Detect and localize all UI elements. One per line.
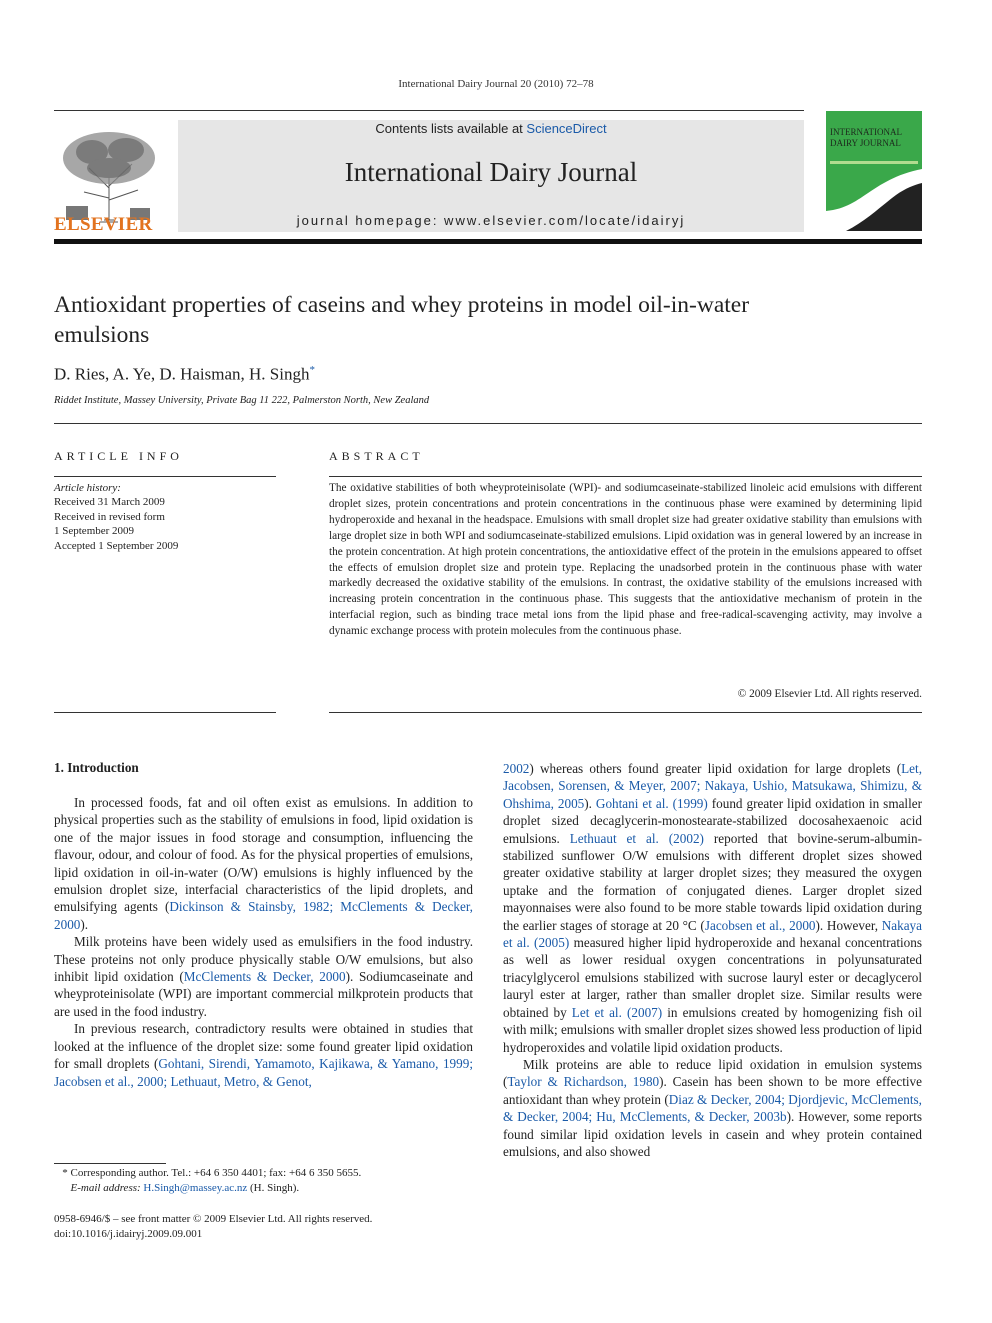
p2-end: ). Sodiumcaseinate and wheyproteinisolate (WPI) are important commercial milkprotein products that are used in the food industry. bbox=[54, 969, 473, 1019]
c2-text-b: ). bbox=[584, 795, 596, 811]
section-heading-introduction: 1. Introduction bbox=[54, 760, 139, 775]
doi-line[interactable]: doi:10.1016/j.idairyj.2009.09.001 bbox=[54, 1228, 203, 1240]
intro-paragraph-3 bbox=[54, 1020, 473, 1090]
publisher-wordmark: ELSEVIER bbox=[54, 214, 153, 235]
author-list bbox=[54, 364, 315, 385]
citation-link[interactable]: Gohtani et al. (1999) bbox=[595, 795, 708, 811]
c2-text-c: found greater lipid oxidation in smaller droplet sized decaglycerin-monostearate-stabilized docosahexaenoic acid emulsions. bbox=[503, 795, 922, 846]
contents-line bbox=[178, 121, 804, 136]
email-suffix: (H. Singh). bbox=[247, 1182, 300, 1194]
history-received: Received 31 March 2009 bbox=[54, 496, 165, 509]
cover-wave-icon bbox=[826, 111, 922, 231]
citation-link[interactable]: Nakaya et al. (2005) bbox=[503, 917, 922, 951]
p4-text-c: ). However, some reports found similar lipid oxidation levels in casein and whey protein contained emulsions, and also showed bbox=[503, 1109, 922, 1159]
history-label: Article history: bbox=[54, 482, 121, 494]
footnote-email-line bbox=[54, 1181, 473, 1196]
c2-text-a: ) whereas others found greater lipid oxidation for large droplets ( bbox=[529, 761, 902, 776]
intro-paragraph-3-continued bbox=[503, 760, 922, 1056]
footnote-rule bbox=[54, 1163, 166, 1164]
footnote-corresponding-text: Corresponding author. Tel.: +64 6 350 4401; fax: +64 6 350 5655. bbox=[67, 1167, 362, 1179]
citation-link[interactable]: McClements & Decker, 2000 bbox=[183, 969, 346, 985]
issn-line: 0958-6946/$ – see front matter © 2009 Elsevier Ltd. All rights reserved. bbox=[54, 1213, 373, 1225]
email-link[interactable]: H.Singh@massey.ac.nz bbox=[143, 1182, 248, 1194]
abstract-heading: ABSTRACT bbox=[329, 449, 424, 463]
p1-end: ). bbox=[80, 916, 89, 932]
p2-text: Milk proteins have been widely used as emulsifiers in the food industry. These proteins not only produce physically stable O/W emulsions, but also inhibit lipid oxidation ( bbox=[54, 934, 473, 985]
p4-text-b: ). Casein has been shown to be more effective antioxidant than whey protein ( bbox=[503, 1074, 922, 1107]
abstract-copyright: © 2009 Elsevier Ltd. All rights reserved. bbox=[737, 688, 922, 700]
c2-text-f: measured higher lipid hydroperoxide and hexanal concentrations as well as lower residual oxygen concentrations in polyunsaturated triacylglycerol emulsions stabilized with sucrose lauryl ester or decaglycerol lauryl ester at larger, rather than smaller droplet size. Similar results were obtained by bbox=[503, 935, 922, 1020]
article-history bbox=[54, 481, 276, 553]
citation-link[interactable]: Let et al. (2007) bbox=[571, 1004, 663, 1020]
sciencedirect-link[interactable]: ScienceDirect bbox=[526, 121, 607, 136]
front-matter-info bbox=[54, 1212, 473, 1242]
history-revised-1: Received in revised form bbox=[54, 510, 165, 523]
article-info-bottom-rule bbox=[54, 712, 276, 713]
authors-text: D. Ries, A. Ye, D. Haisman, H. Singh bbox=[54, 364, 310, 384]
article-info-heading: ARTICLE INFO bbox=[54, 449, 183, 463]
c2-text-d: reported that bovine-serum-albumin-stabilized sunflower O/W emulsions with different droplet sizes showed greater oxidative stability at larger droplet sizes; they measured the oxygen uptake and the formation of conjugated dienes. Larger droplet sized mayonnaises were also found to be more stable towards lipid oxidation during the earlier stages of storage at 20 °C ( bbox=[503, 830, 922, 933]
corresponding-author-mark[interactable]: * bbox=[309, 364, 315, 376]
intro-paragraph-4 bbox=[503, 1056, 922, 1160]
citation-link[interactable]: Taylor & Richardson, 1980 bbox=[507, 1074, 660, 1090]
abstract-text: The oxidative stabilities of both wheyproteinisolate (WPI)- and sodiumcaseinate-stabilized linoleic acid emulsions with different droplet sizes, protein concentrations and protein concentrations in the continuous phase were examined by determining lipid hydroperoxide and hexanal in the headspace. Emulsions with small droplet size had greater oxidative stability than emulsions with large droplet size in both WPI and sodiumcaseinate-stabilized emulsions. Lipid oxidation was in general lowered by an increase in the protein concentration. At high protein concentrations, the antioxidative effect of the protein in the emulsions appeared to offset the effects of emulsion droplet size and protein type. Replacing the unadsorbed protein in the continuous phase with water markedly decreased the oxidative stability of the emulsions. In contrast, the oxidative stability of the emulsions increased with increasing protein concentration in the continuous phase. This suggests that the antioxidative mechanism of protein in the interfacial region, such as binding trace metal ions from the lipid phase and free-radical-scavenging activity, may involve a dynamic exchange process with protein molecules from the continuous phase. bbox=[329, 482, 922, 638]
title-divider bbox=[54, 423, 922, 424]
running-head: International Dairy Journal 20 (2010) 72–78 bbox=[398, 78, 594, 90]
intro-paragraph-1 bbox=[54, 794, 473, 933]
citation-link[interactable]: 2002 bbox=[503, 761, 530, 776]
p3-text: In previous research, contradictory results were obtained in studies that looked at the influence of the droplet size: some found greater lipid oxidation for small droplets ( bbox=[54, 1021, 473, 1072]
journal-title: International Dairy Journal bbox=[344, 157, 638, 187]
header-top-rule bbox=[54, 110, 804, 111]
journal-cover bbox=[826, 111, 922, 231]
abstract-bottom-rule bbox=[329, 712, 922, 713]
article-title: Antioxidant properties of caseins and whey proteins in model oil-in-water emulsions bbox=[54, 292, 750, 348]
journal-homepage[interactable]: journal homepage: www.elsevier.com/locate/idairyj bbox=[296, 213, 686, 228]
footnote bbox=[54, 1166, 473, 1196]
body-column-left bbox=[54, 794, 473, 1090]
citation-link[interactable]: Let, Jacobsen, Sorensen, & Meyer, 2007; Nakaya, Ushio, Matsukawa, Shimizu, & Ohshima, 2005 bbox=[503, 761, 922, 811]
intro-paragraph-2 bbox=[54, 933, 473, 1020]
cover-title: INTERNATIONAL DAIRY JOURNAL bbox=[830, 127, 902, 148]
citation-link[interactable]: Jacobsen et al., 2000 bbox=[704, 917, 816, 933]
citation-link[interactable]: Lethuaut et al. (2002) bbox=[569, 830, 704, 846]
contents-prefix: Contents lists available at bbox=[375, 121, 527, 136]
p4-text: Milk proteins are able to reduce lipid oxidation in emulsion systems ( bbox=[503, 1056, 922, 1090]
history-revised-2: 1 September 2009 bbox=[54, 525, 135, 538]
abstract-rule bbox=[329, 476, 922, 477]
header-thick-rule bbox=[54, 239, 922, 244]
affiliation: Riddet Institute, Massey University, Private Bag 11 222, Palmerston North, New Zealand bbox=[54, 395, 430, 406]
email-label: E-mail address: bbox=[70, 1182, 141, 1194]
p1-text: In processed foods, fat and oil often exist as emulsions. In addition to physical properties such as the stability of emulsions in food, lipid oxidation is one of the major issues in food storage and consumption, influencing the flavour, odour, and colour of food. As for the physical properties of emulsions, lipid oxidation in oil-in-water (O/W) emulsions is highly influenced by the emulsion droplet size, interfacial characteristics of the lipid droplets, and emulsifying agents ( bbox=[54, 795, 473, 915]
body-column-right bbox=[503, 760, 922, 1160]
c2-text-e: ). However, bbox=[815, 917, 882, 933]
article-info-rule bbox=[54, 476, 276, 477]
citation-link[interactable]: Gohtani, Sirendi, Yamamoto, Kajikawa, & Yamano, 1999; Jacobsen et al., 2000; Lethuaut, Metro, & Genot, bbox=[54, 1056, 473, 1089]
footnote-mark: * bbox=[62, 1167, 68, 1179]
footnote-corresponding bbox=[54, 1166, 473, 1181]
citation-link[interactable]: Diaz & Decker, 2004; Djordjevic, McClements, & Decker, 2004; Hu, McClements, & Decker, 2003b bbox=[503, 1091, 922, 1125]
citation-link[interactable]: Dickinson & Stainsby, 1982; McClements & Decker, 2000 bbox=[54, 899, 473, 932]
history-accepted: Accepted 1 September 2009 bbox=[54, 539, 179, 552]
c2-text-g: in emulsions created by homogenizing fish oil with milk; emulsions with smaller droplet sizes showed less production of lipid hydroperoxides and volatile lipid oxidation products. bbox=[503, 1004, 922, 1055]
